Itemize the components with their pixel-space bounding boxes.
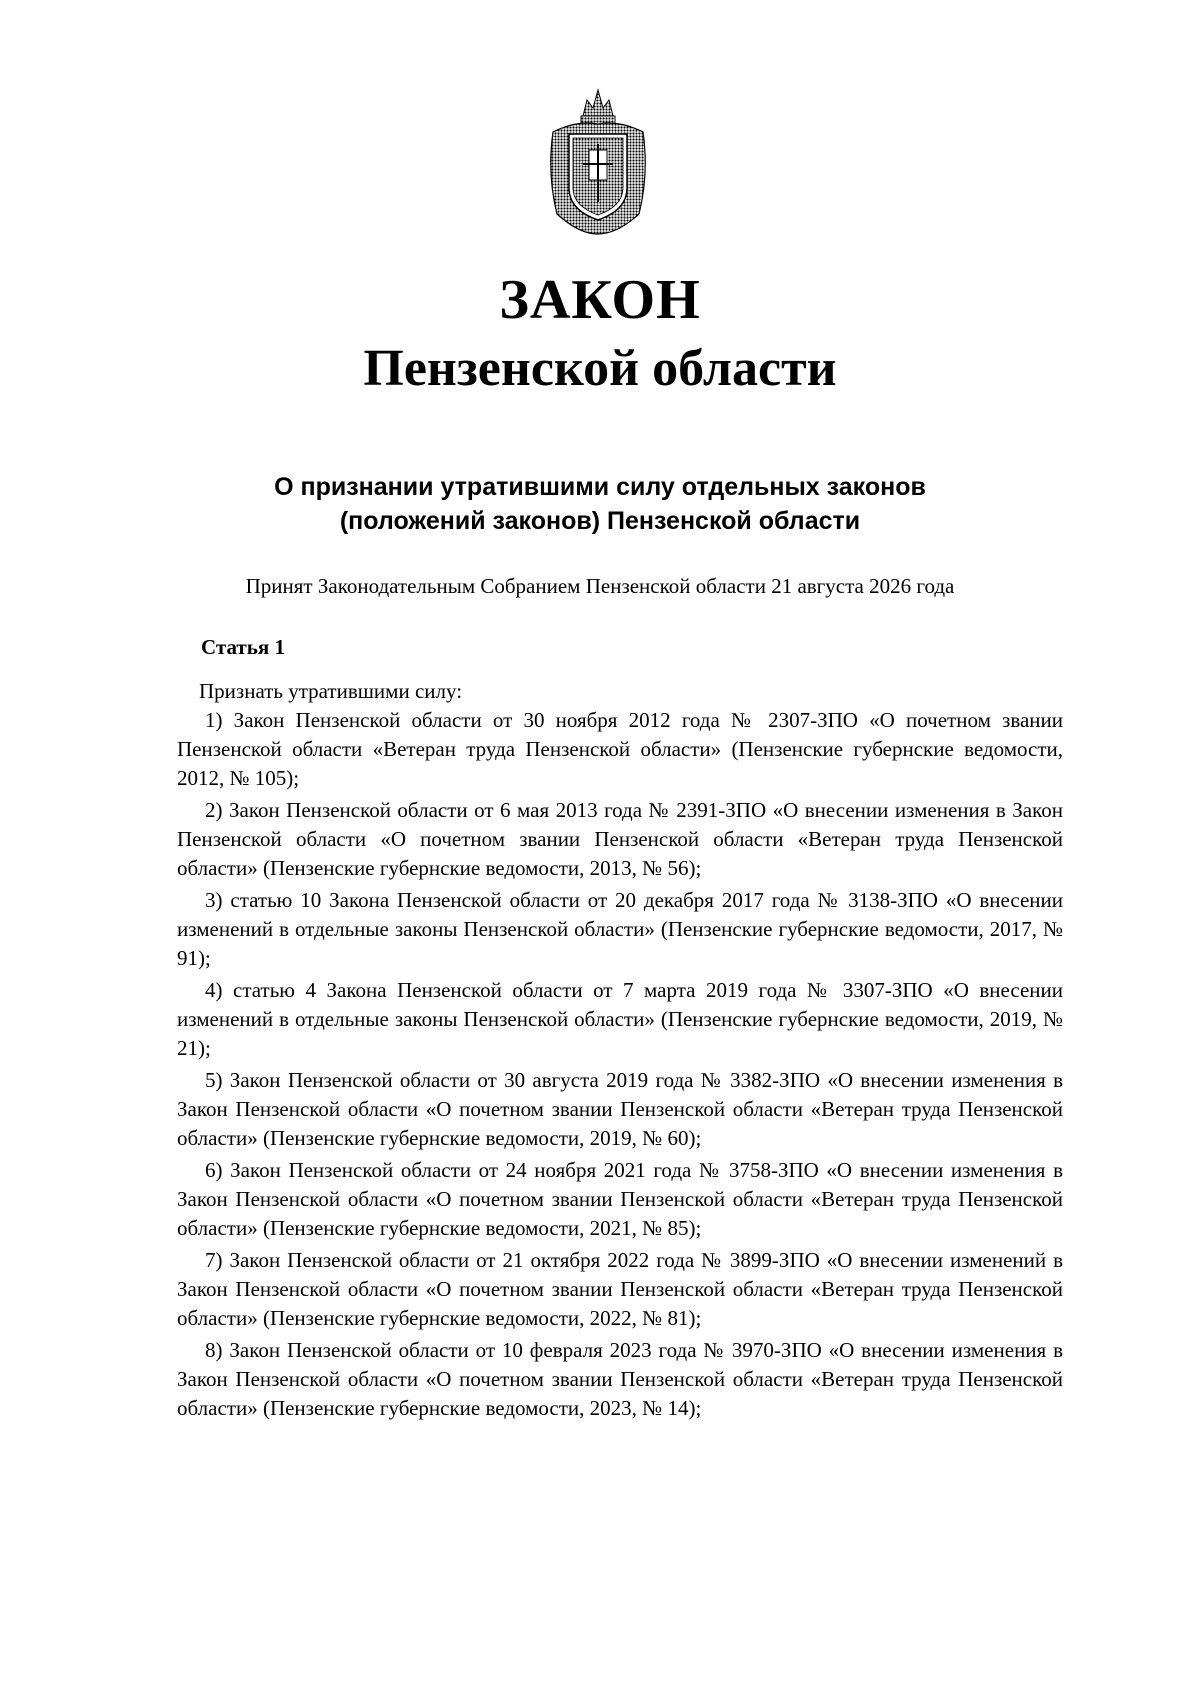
list-item: 6) Закон Пензенской области от 24 ноября 2021 года № 3758-ЗПО «О внесении изменения в Закон Пензенской области «О почетном звании Пензенской области «Ветеран труда Пензенской области» (Пензенские губернские ведомости, 2021, № 85); (177, 1158, 1063, 1240)
adoption-note: Принят Законодательным Собранием Пензенской области 21 августа 2026 года (245, 574, 955, 598)
law-heading-line-2: (положений законов) Пензенской области (339, 507, 861, 535)
article-title: Статья 1 (201, 635, 285, 659)
list-item: 5) Закон Пензенской области от 30 августа 2019 года № 3382-ЗПО «О внесении изменения в Закон Пензенской области «О почетном звании Пензенской области «Ветеран труда Пензенской области» (Пензенские губернские ведомости, 2019, № 60); (177, 1068, 1063, 1150)
list-item: 4) статью 4 Закона Пензенской области от 7 марта 2019 года № 3307-ЗПО «О внесении изменений в отдельные законы Пензенской области» (Пензенские губернские ведомости, 2019, № 21); (177, 978, 1063, 1060)
law-title: ЗАКОН (499, 269, 701, 331)
repealed-laws-list (177, 706, 1063, 1426)
law-region: Пензенской области (363, 340, 837, 397)
law-heading-line-1: О признании утратившими силу отдельных законов (274, 473, 926, 501)
coat-of-arms-emblem (539, 84, 657, 240)
list-item: 2) Закон Пензенской области от 6 мая 2013 года № 2391-ЗПО «О внесении изменения в Закон Пензенской области «О почетном звании Пензенской области «Ветеран труда Пензенской области» (Пензенские губернские ведомости, 2013, № 56); (177, 798, 1063, 880)
law-heading (0, 470, 1200, 538)
list-item: 7) Закон Пензенской области от 21 октября 2022 года № 3899-ЗПО «О внесении изменений в Закон Пензенской области «О почетном звании Пензенской области «Ветеран труда Пензенской области» (Пензенские губернские ведомости, 2022, № 81); (177, 1248, 1063, 1330)
list-item: 3) статью 10 Закона Пензенской области от 20 декабря 2017 года № 3138-ЗПО «О внесении изменений в отдельные законы Пензенской области» (Пензенские губернские ведомости, 2017, № 91); (177, 888, 1063, 970)
list-item: 1) Закон Пензенской области от 30 ноября 2012 года № 2307-ЗПО «О почетном звании Пензенской области «Ветеран труда Пензенской области» (Пензенские губернские ведомости, 2012, № 105); (177, 708, 1063, 790)
list-item: 8) Закон Пензенской области от 10 февраля 2023 года № 3970-ЗПО «О внесении изменения в Закон Пензенской области «О почетном звании Пензенской области «Ветеран труда Пензенской области» (Пензенские губернские ведомости, 2023, № 14); (177, 1338, 1063, 1420)
article-intro: Признать утратившими силу: (199, 679, 463, 703)
